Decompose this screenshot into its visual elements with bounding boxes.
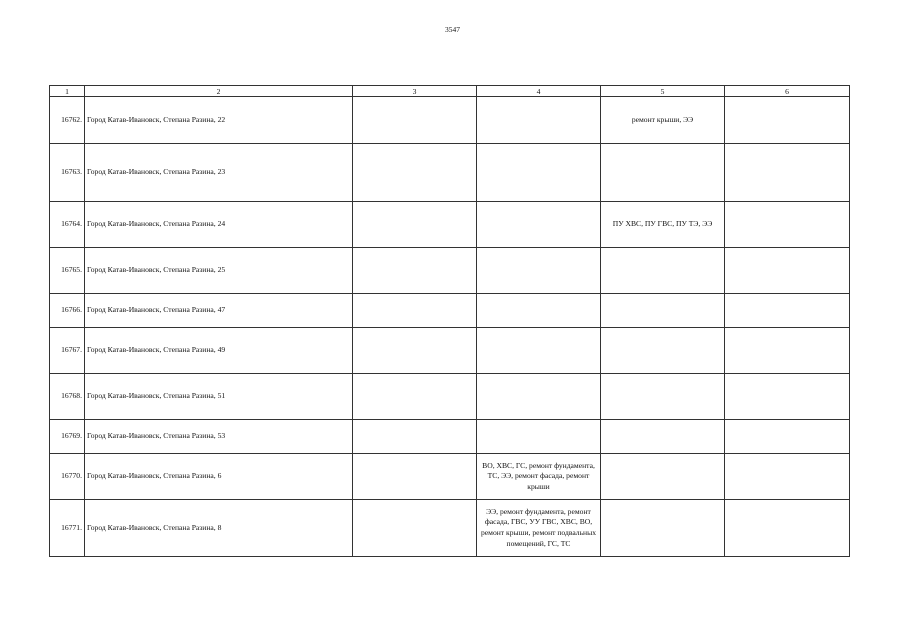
row-col4: ВО, ХВС, ГС, ремонт фундамента, ТС, ЭЭ, ремонт фасада, ремонт крыши (477, 454, 601, 500)
row-col5: ремонт крыши, ЭЭ (601, 97, 725, 144)
row-number: 16770. (50, 454, 85, 500)
row-number: 16765. (50, 248, 85, 294)
header-row (50, 86, 850, 97)
column-header-1: 1 (50, 86, 85, 97)
row-col3 (353, 420, 477, 454)
row-number: 16771. (50, 500, 85, 557)
row-col5 (601, 374, 725, 420)
table-row (50, 374, 850, 420)
row-col4 (477, 374, 601, 420)
row-col6 (725, 454, 850, 500)
row-address: Город Катав-Ивановск, Степана Разина, 8 (85, 500, 353, 557)
table-row (50, 202, 850, 248)
row-number: 16768. (50, 374, 85, 420)
row-address: Город Катав-Ивановск, Степана Разина, 24 (85, 202, 353, 248)
row-address: Город Катав-Ивановск, Степана Разина, 53 (85, 420, 353, 454)
row-col4 (477, 420, 601, 454)
table-row (50, 294, 850, 328)
row-col6 (725, 248, 850, 294)
column-header-6: 6 (725, 86, 850, 97)
row-col6 (725, 202, 850, 248)
row-address: Город Катав-Ивановск, Степана Разина, 51 (85, 374, 353, 420)
row-col4: ЭЭ, ремонт фундамента, ремонт фасада, ГВС, УУ ГВС, ХВС, ВО, ремонт крыши, ремонт подвальных помещений, ГС, ТС (477, 500, 601, 557)
table-row (50, 97, 850, 144)
row-col4 (477, 328, 601, 374)
page-number: 3547 (445, 25, 460, 34)
row-address: Город Катав-Ивановск, Степана Разина, 22 (85, 97, 353, 144)
row-number: 16769. (50, 420, 85, 454)
row-col6 (725, 420, 850, 454)
row-col4 (477, 97, 601, 144)
row-col6 (725, 500, 850, 557)
row-number: 16762. (50, 97, 85, 144)
table-row (50, 248, 850, 294)
table-row (50, 144, 850, 202)
row-col3 (353, 328, 477, 374)
column-header-3: 3 (353, 86, 477, 97)
row-col5 (601, 420, 725, 454)
row-col4 (477, 144, 601, 202)
row-number: 16764. (50, 202, 85, 248)
row-col5 (601, 328, 725, 374)
column-header-4: 4 (477, 86, 601, 97)
row-col6 (725, 328, 850, 374)
row-col4 (477, 294, 601, 328)
row-number: 16766. (50, 294, 85, 328)
registry-table (49, 85, 850, 557)
table-row (50, 500, 850, 557)
column-header-5: 5 (601, 86, 725, 97)
row-address: Город Катав-Ивановск, Степана Разина, 23 (85, 144, 353, 202)
row-col4 (477, 248, 601, 294)
row-address: Город Катав-Ивановск, Степана Разина, 47 (85, 294, 353, 328)
row-col6 (725, 374, 850, 420)
row-col3 (353, 97, 477, 144)
row-address: Город Катав-Ивановск, Степана Разина, 49 (85, 328, 353, 374)
table-row (50, 328, 850, 374)
row-col3 (353, 202, 477, 248)
row-address: Город Катав-Ивановск, Степана Разина, 25 (85, 248, 353, 294)
row-col5 (601, 248, 725, 294)
row-col5 (601, 500, 725, 557)
row-number: 16767. (50, 328, 85, 374)
table-row (50, 420, 850, 454)
row-col5 (601, 454, 725, 500)
table-row (50, 454, 850, 500)
row-col5: ПУ ХВС, ПУ ГВС, ПУ ТЭ, ЭЭ (601, 202, 725, 248)
row-col3 (353, 454, 477, 500)
column-header-2: 2 (85, 86, 353, 97)
row-col5 (601, 294, 725, 328)
row-col4 (477, 202, 601, 248)
row-col5 (601, 144, 725, 202)
row-col6 (725, 144, 850, 202)
row-address: Город Катав-Ивановск, Степана Разина, 6 (85, 454, 353, 500)
row-number: 16763. (50, 144, 85, 202)
row-col6 (725, 294, 850, 328)
row-col3 (353, 248, 477, 294)
row-col3 (353, 500, 477, 557)
row-col3 (353, 144, 477, 202)
row-col3 (353, 374, 477, 420)
row-col3 (353, 294, 477, 328)
row-col6 (725, 97, 850, 144)
